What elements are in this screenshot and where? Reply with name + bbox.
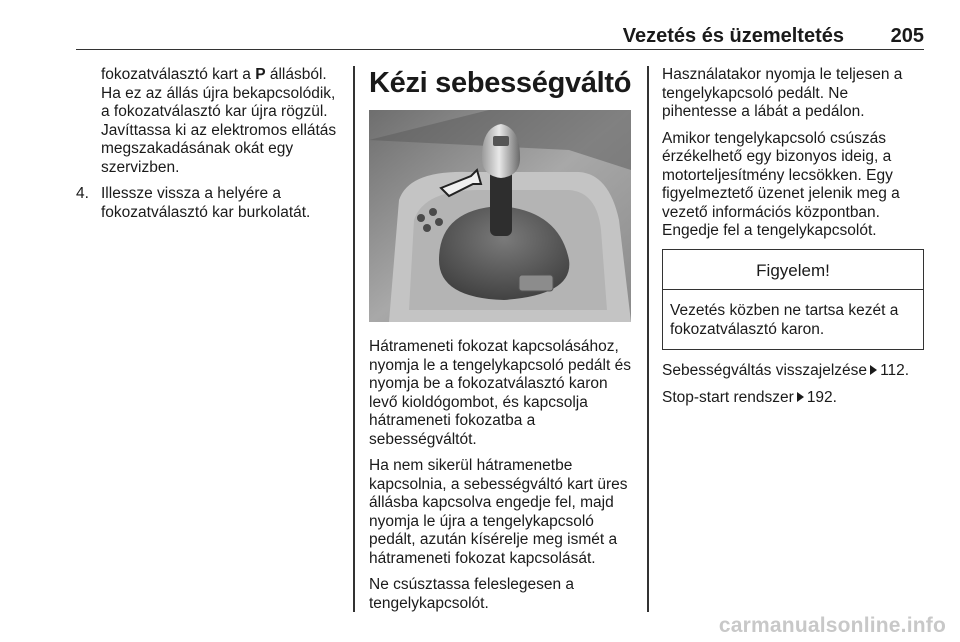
- step-text: Illessze vissza a helyére a fokozatválasztó kar burkolatát.: [101, 185, 311, 221]
- cross-reference-page: 112.: [880, 362, 910, 379]
- warning-box: [662, 249, 924, 351]
- paragraph: Amikor tengelykapcsoló csúszás érzékelhető egy bizonyos ideig, a motorteljesítmény lecsökken. Egy figyelmeztető üzenet jelenik meg a vezető információs központban. Engedje fel a tengelykapcsolót.: [662, 129, 900, 239]
- step-number: 4.: [76, 185, 89, 202]
- warning-text: Vezetés közben ne tartsa kezét a fokozatválasztó karon.: [670, 302, 899, 338]
- paragraph: Használatakor nyomja le teljesen a tengelykapcsoló pedált. Ne pihentesse a lábát a pedálon.: [662, 66, 903, 120]
- right-column: [662, 66, 924, 415]
- cross-reference-text: Sebességváltás visszajelzése: [662, 362, 868, 379]
- middle-column: [369, 66, 633, 621]
- header-title: Vezetés és üzemeltetés: [622, 25, 844, 47]
- section-heading: Kézi sebességváltó: [369, 67, 632, 99]
- cross-reference[interactable]: [662, 362, 924, 381]
- column-divider: [353, 66, 355, 612]
- paragraph: Ne csúsztassa feleslegesen a tengelykapcsolót.: [369, 576, 575, 612]
- step-item: [76, 185, 348, 222]
- page-header: [76, 0, 924, 50]
- page-reference-icon: [797, 392, 804, 402]
- page-reference-icon: [870, 365, 877, 375]
- cross-reference-page: 192.: [806, 388, 837, 406]
- gear-position-label: P: [255, 66, 266, 83]
- cross-reference-text: Stop-start rendszer: [662, 388, 794, 406]
- paragraph: Hátrameneti fokozat kapcsolásához, nyomja le a tengelykapcsoló pedált és nyomja be a fokozatválasztó karon levő kioldógombot, és kapcsolja hátrameneti fokozatba a sebességváltót.: [369, 338, 631, 448]
- gear-lever-photo: [369, 110, 631, 322]
- cross-reference[interactable]: [662, 389, 924, 408]
- watermark: carmanualsonline.info: [718, 614, 946, 637]
- column-divider: [647, 66, 649, 612]
- left-column: [76, 66, 348, 222]
- continued-paragraph: fokozatválasztó kart a P állásból. Ha ez az állás újra bekapcsolódik, a fokozatválasztó kar újra rögzül. Javíttassa ki az elektromos ellátás megszakadásának okát egy szervizben.: [101, 66, 337, 176]
- warning-title: Figyelem!: [663, 250, 923, 291]
- paragraph: Ha nem sikerül hátramenetbe kapcsolnia, a sebességváltó kart üres állásba kapcsolva engedje fel, majd nyomja le újra a tengelykapcsoló pedált, azután kísérelje meg ismét a hátrameneti fokozat kapcsolását.: [369, 457, 628, 567]
- page-number: 205: [890, 25, 924, 47]
